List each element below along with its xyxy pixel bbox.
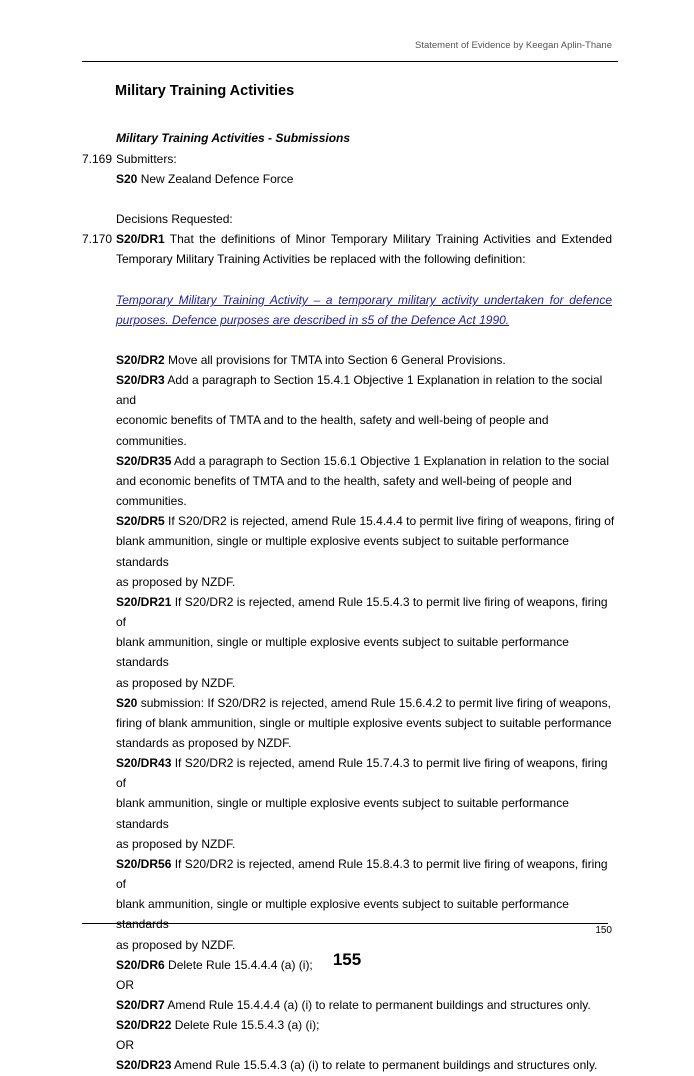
list-item-continuation: communities.: [116, 494, 187, 509]
list-item-continuation: as proposed by NZDF.: [116, 675, 236, 690]
list-item-continuation: blank ammunition, single or multiple explosive events subject to suitable performance standards: [116, 534, 569, 569]
list-item: S20/DR23 Amend Rule 15.5.4.3 (a) (i) to relate to permanent buildings and structures only.: [116, 1058, 598, 1073]
section-heading: Military Training Activities: [115, 83, 295, 99]
list-item: S20/DR7 Amend Rule 15.4.4.4 (a) (i) to relate to permanent buildings and structures only.: [116, 998, 591, 1012]
header-rule: [82, 61, 618, 62]
submitter-code: S20: [116, 172, 138, 186]
subsection-heading: Military Training Activities - Submissions: [116, 131, 351, 145]
list-item: S20 submission: If S20/DR2 is rejected, amend Rule 15.6.4.2 to permit live firing of weapons,: [116, 695, 611, 710]
decisions-label: Decisions Requested:: [116, 212, 233, 226]
list-item-continuation: as proposed by NZDF.: [116, 937, 236, 952]
paragraph-170: [116, 229, 612, 269]
list-item-continuation: as proposed by NZDF.: [116, 836, 236, 851]
list-item-continuation: standards as proposed by NZDF.: [116, 735, 292, 750]
decision-code: S20/DR1: [116, 232, 165, 246]
list-item: S20/DR3 Add a paragraph to Section 15.4.1 Objective 1 Explanation in relation to the social and: [116, 373, 603, 408]
list-item: S20/DR2 Move all provisions for TMTA into Section 6 General Provisions.: [116, 353, 506, 367]
list-item-continuation: and economic benefits of TMTA and to the health, safety and well-being of people and: [116, 473, 572, 488]
submitters-label: Submitters:: [116, 152, 177, 166]
definition-link[interactable]: Temporary Military Training Activity – a temporary military activity undertaken for defence purposes. Defence purposes are described in s5 of the Defence Act 1990.: [116, 293, 612, 328]
list-item-continuation: blank ammunition, single or multiple explosive events subject to suitable performance standards: [116, 796, 569, 831]
list-item-continuation: blank ammunition, single or multiple explosive events subject to suitable performance standards: [116, 897, 569, 932]
submitter-entry: [116, 169, 612, 189]
decision-text: That the definitions of Minor Temporary Military Training Activities and Extended Temporary Military Training Activities be replaced with the following definition:: [116, 232, 612, 267]
list-item-continuation: economic benefits of TMTA and to the health, safety and well-being of people and communities.: [116, 413, 549, 448]
paragraph-number-170: 7.170: [82, 232, 113, 246]
page-number: 150: [595, 925, 612, 936]
list-item-continuation: firing of blank ammunition, single or multiple explosive events subject to suitable performance: [116, 715, 612, 730]
list-item: S20/DR5 If S20/DR2 is rejected, amend Rule 15.4.4.4 to permit live firing of weapons, firing of: [116, 514, 615, 529]
list-item: S20/DR6 Delete Rule 15.4.4.4 (a) (i);: [116, 957, 313, 972]
list-item: S20/DR43 If S20/DR2 is rejected, amend Rule 15.7.4.3 to permit live firing of weapons, firing of: [116, 756, 608, 791]
list-item-or: OR: [116, 1038, 134, 1053]
list-item-continuation: blank ammunition, single or multiple explosive events subject to suitable performance standards: [116, 635, 569, 670]
page-header: Statement of Evidence by Keegan Aplin-Thane: [415, 40, 612, 51]
paragraph-number-169: 7.169: [82, 152, 113, 166]
list-item: S20/DR56 If S20/DR2 is rejected, amend Rule 15.8.4.3 to permit live firing of weapons, firing of: [116, 856, 608, 892]
submitter-name: New Zealand Defence Force: [137, 172, 294, 186]
bundle-page-stamp: 155: [332, 950, 362, 969]
list-item: S20/DR21 If S20/DR2 is rejected, amend Rule 15.5.4.3 to permit live firing of weapons, firing of: [116, 594, 608, 630]
list-item-continuation: as proposed by NZDF.: [116, 574, 236, 589]
footer-rule: [82, 923, 608, 924]
list-item-or: OR: [116, 977, 134, 992]
list-item: S20/DR35 Add a paragraph to Section 15.6.1 Objective 1 Explanation in relation to the social: [116, 453, 609, 468]
definition-text: [116, 290, 612, 330]
list-item: S20/DR22 Delete Rule 15.5.4.3 (a) (i);: [116, 1018, 320, 1033]
